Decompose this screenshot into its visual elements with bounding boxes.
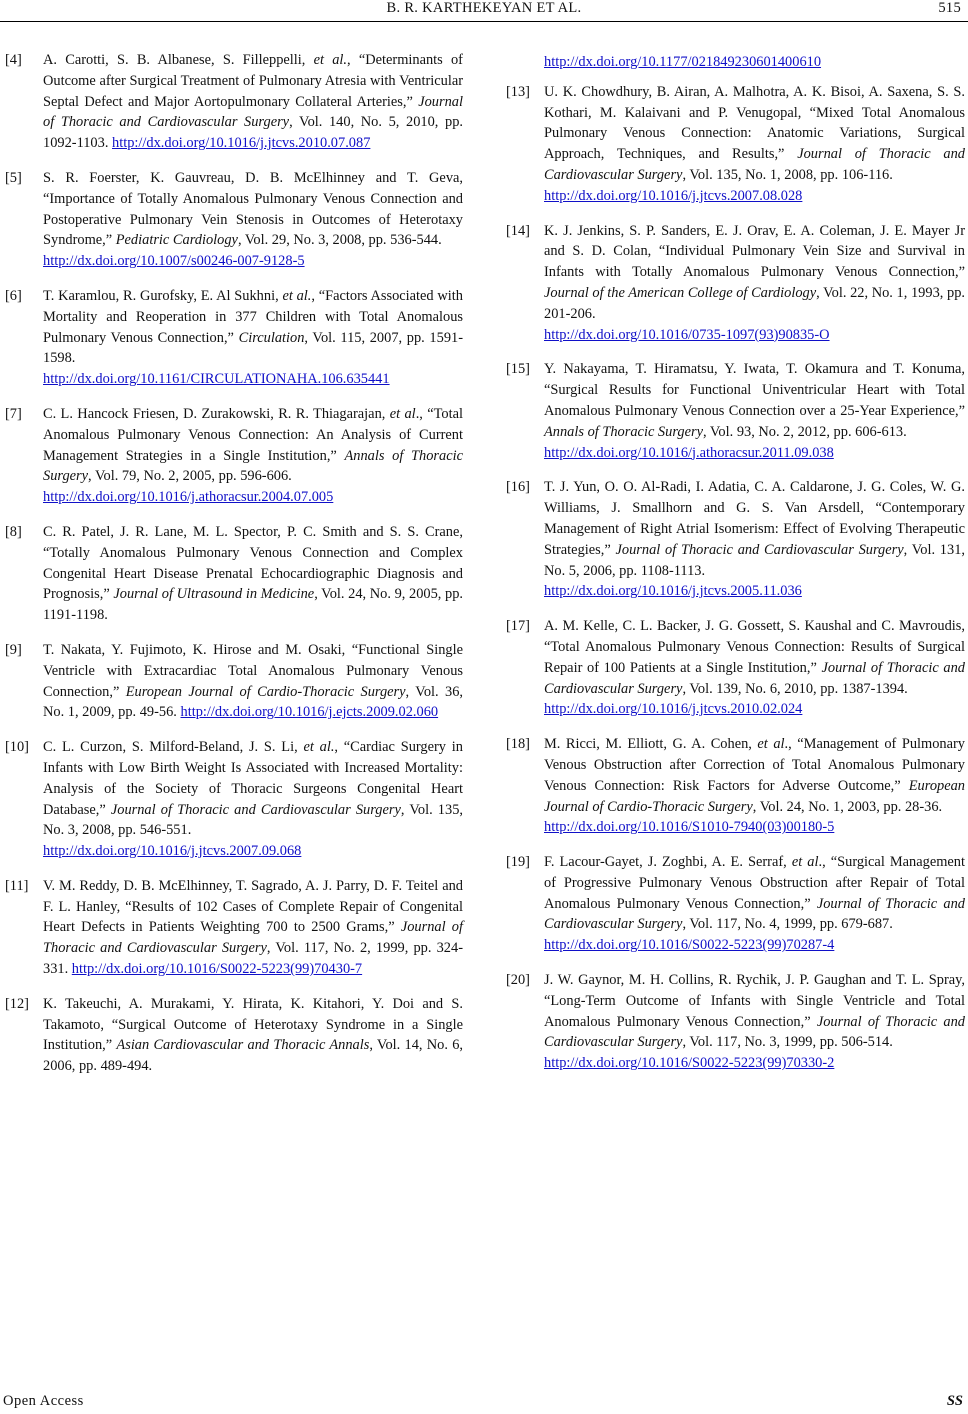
- reference-details: , Vol. 131, No. 5, 2006, pp. 1108-1113.: [544, 541, 965, 579]
- reference-body: [43, 288, 463, 366]
- reference-journal: Annals of Thoracic Surgery: [43, 447, 464, 485]
- page-header: [0, 0, 968, 22]
- reference-authors-title: S. R. Foerster, K. Gauvreau, D. B. McElhinney and T. Geva, “Importance of Totally Anomalous Pulmonary Venous Connection and Postoperative Pulmonary Vein Stenosis in Outcomes of Heterotaxy Syndrome,”: [43, 169, 463, 249]
- reference-authors-title: K. J. Jenkins, S. P. Sanders, E. J. Orav, E. A. Coleman, J. E. Mayer Jr and S. D. Colan, “Individual Pulmonary Vein Size and Survival in Infants with Totally Anomalous Pulmonary Venous Connection,”: [544, 222, 965, 281]
- reference-number: [16]: [506, 479, 530, 496]
- reference-number: [4]: [5, 52, 22, 68]
- reference-authors-title: Y. Nakayama, T. Hiramatsu, Y. Iwata, T. Okamura and T. Konuma, “Surgical Results for Functional Univentricular Heart with Total Anomalous Pulmonary Venous Connection over a 25-Year Experience,”: [544, 361, 965, 419]
- reference-authors-title: A. M. Kelle, C. L. Backer, J. G. Gossett, S. Kaushal and C. Mavroudis, “Total Anomalous Pulmonary Venous Connection: Results of Surgical Repair of 100 Patients at a Single Institution,”: [544, 618, 965, 676]
- reference-details: , Vol. 24, No. 9, 2005, pp. 1191-1198.: [43, 586, 464, 624]
- reference-details: , Vol. 24, No. 1, 2003, pp. 28-36.: [752, 798, 943, 815]
- reference-item: [506, 852, 965, 956]
- reference-number: [7]: [5, 405, 22, 422]
- reference-authors-title: T. Karamlou, R. Gurofsky, E. Al Sukhni,: [43, 287, 283, 304]
- reference-link[interactable]: http://dx.doi.org/10.1016/j.jtcvs.2010.07.087: [112, 135, 371, 152]
- reference-item: [5, 737, 463, 862]
- reference-item: [5, 876, 463, 980]
- reference-link[interactable]: http://dx.doi.org/10.1016/j.jtcvs.2007.08.028: [544, 187, 803, 204]
- reference-title: ., “Total Anomalous Pulmonary Venous Connection: An Analysis of Current Management Strategies in a Single Institution,”: [43, 405, 463, 464]
- reference-body: [43, 406, 463, 484]
- reference-link[interactable]: http://dx.doi.org/10.1016/j.jtcvs.2007.09.068: [43, 843, 302, 860]
- reference-body: [544, 479, 965, 578]
- reference-item: [5, 994, 463, 1077]
- reference-body: [544, 223, 965, 322]
- reference-number: [12]: [5, 995, 29, 1012]
- reference-link[interactable]: http://dx.doi.org/10.1161/CIRCULATIONAHA.106.635441: [43, 371, 390, 388]
- reference-number: [17]: [506, 618, 530, 635]
- reference-authors-title: T. Nakata, Y. Fujimoto, K. Hirose and M. Osaki, “Functional Single Ventricle with Extracardiac Total Anomalous Pulmonary Venous Connection,”: [43, 641, 463, 700]
- reference-body: [544, 854, 965, 932]
- reference-title: ., “Surgical Management of Progressive Pulmonary Venous Obstruction after Repair of Total Anomalous Pulmonary Venous Connection,”: [544, 854, 965, 912]
- reference-item: [5, 404, 463, 508]
- reference-title: , “Factors Associated with Mortality and Reoperation in 377 Children with Total Anomalous Pulmonary Venous Connection,”: [43, 287, 463, 346]
- reference-title: ., “Management of Pulmonary Venous Obstruction after Correction of Total Anomalous Pulmonary Venous Connection: Risk Factors for Adverse Outcome,”: [544, 736, 965, 794]
- reference-details: , Vol. 14, No. 6, 2006, pp. 489-494.: [43, 1037, 464, 1075]
- reference-number: [15]: [506, 361, 530, 378]
- reference-body: [43, 524, 463, 623]
- reference-link[interactable]: http://dx.doi.org/10.1016/S0022-5223(99)70287-4: [544, 937, 835, 954]
- reference-authors-title: C. R. Patel, J. R. Lane, M. L. Spector, P. C. Smith and S. S. Crane, “Totally Anomalous Pulmonary Venous Connection and Complex Congenital Heart Disease Prenatal Echocardiographic Diagnosis and Prognosis,”: [43, 523, 463, 603]
- reference-authors-title: A. Carotti, S. B. Albanese, S. Filleppelli,: [43, 52, 314, 68]
- reference-journal: Journal of the American College of Cardiology: [544, 284, 817, 301]
- reference-authors-title: M. Ricci, M. Elliott, G. A. Cohen,: [544, 736, 758, 753]
- page-number: 515: [938, 0, 961, 16]
- reference-details: , Vol. 79, No. 2, 2005, pp. 596-606.: [88, 468, 292, 485]
- reference-details: , Vol. 93, No. 2, 2012, pp. 606-613.: [702, 423, 907, 440]
- reference-et-al: et al: [389, 405, 416, 422]
- reference-journal: Journal of Thoracic and Cardiovascular Surgery: [110, 801, 401, 818]
- reference-details: , Vol. 117, No. 2, 1999, pp. 324-331.: [43, 940, 463, 978]
- reference-body: [544, 972, 965, 1050]
- reference-journal: Annals of Thoracic Surgery: [544, 423, 703, 440]
- running-title: B. R. KARTHEKEYAN ET AL.: [386, 0, 582, 16]
- reference-details: , Vol. 139, No. 6, 2010, pp. 1387-1394.: [682, 680, 908, 697]
- reference-body: [544, 618, 965, 696]
- reference-body: [43, 996, 463, 1074]
- reference-journal: Journal of Ultrasound in Medicine: [113, 586, 315, 603]
- reference-body: [43, 170, 463, 248]
- reference-journal: European Journal of Cardio-Thoracic Surgery: [125, 683, 406, 700]
- reference-item: [5, 286, 463, 390]
- reference-link[interactable]: http://dx.doi.org/10.1016/j.jtcvs.2005.11.036: [544, 583, 802, 600]
- reference-body: [544, 736, 965, 814]
- reference-number: [11]: [5, 877, 29, 894]
- reference-number: [8]: [5, 523, 22, 540]
- reference-link[interactable]: http://dx.doi.org/10.1177/021849230601400610: [544, 54, 822, 70]
- reference-title: , “Cardiac Surgery in Infants with Low Birth Weight Is Associated with Increased Mortality: Analysis of the Society of Thoracic Surgeons Congenital Heart Database,”: [43, 739, 463, 818]
- reference-item: [5, 50, 463, 154]
- reference-12-continued-link: [506, 52, 965, 73]
- reference-details: , Vol. 115, 2007, pp. 1591-1598.: [43, 329, 463, 367]
- reference-et-al: et al: [791, 854, 819, 871]
- reference-details: , Vol. 22, No. 1, 1993, pp. 201-206.: [544, 284, 965, 322]
- reference-link[interactable]: http://dx.doi.org/10.1016/S0022-5223(99)70430-7: [71, 961, 363, 978]
- reference-authors-title: C. L. Hancock Friesen, D. Zurakowski, R. R. Thiagarajan,: [43, 405, 390, 422]
- reference-authors-title: C. L. Curzon, S. Milford-Beland, J. S. Li,: [43, 739, 304, 756]
- reference-body: [544, 84, 965, 183]
- reference-authors-title: J. W. Gaynor, M. H. Collins, R. Rychik, J. P. Gaughan and T. L. Spray, “Long-Term Outcome of Infants with Single Ventricle and Total Anomalous Pulmonary Venous Connection,”: [544, 972, 965, 1030]
- reference-item: [506, 616, 965, 720]
- reference-details: , Vol. 117, No. 3, 1999, pp. 506-514.: [682, 1034, 893, 1051]
- reference-item: [5, 640, 463, 723]
- reference-number: [10]: [5, 739, 29, 756]
- reference-link[interactable]: http://dx.doi.org/10.1016/0735-1097(93)90835-O: [544, 326, 830, 343]
- reference-item: [506, 477, 965, 602]
- footer-open-access: Open Access: [3, 1393, 84, 1409]
- reference-authors-title: F. Lacour-Gayet, J. Zoghbi, A. E. Serraf,: [544, 854, 792, 871]
- reference-authors-title: U. K. Chowdhury, B. Airan, A. Malhotra, A. K. Bisoi, A. Saxena, S. S. Kothari, M. Kalaivani and P. Venugopal, “Mixed Total Anomalous Pulmonary Venous Connection: Anatomic Variations, Surgical Approach, Techniques, and Results,”: [544, 83, 965, 163]
- reference-item: [506, 734, 965, 838]
- reference-item: [5, 168, 463, 272]
- reference-details: , Vol. 135, No. 3, 2008, pp. 546-551.: [43, 801, 463, 839]
- reference-journal: Journal of Thoracic and Cardiovascular Surgery: [43, 919, 464, 957]
- reference-item: [506, 82, 965, 207]
- reference-et-al: et al: [757, 736, 785, 753]
- reference-item: [506, 221, 965, 346]
- reference-body: [43, 739, 463, 838]
- reference-details: , Vol. 36, No. 1, 2009, pp. 49-56.: [43, 683, 463, 721]
- reference-journal: Journal of Thoracic and Cardiovascular Surgery: [544, 1013, 965, 1051]
- reference-item: [5, 522, 463, 626]
- reference-details: , Vol. 140, No. 5, 2010, pp. 1092-1103.: [43, 114, 464, 152]
- reference-body: [544, 361, 965, 439]
- reference-number: [18]: [506, 736, 530, 753]
- reference-et-al: et al.: [313, 52, 348, 68]
- reference-et-al: et al.: [282, 287, 312, 304]
- reference-number: [13]: [506, 83, 530, 100]
- references-left-column: [5, 50, 463, 1091]
- reference-item: [506, 359, 965, 463]
- reference-link[interactable]: http://dx.doi.org/10.1016/j.ejcts.2009.02.060: [180, 704, 439, 721]
- reference-journal: Pediatric Cardiology: [115, 232, 238, 249]
- reference-journal: European Journal of Cardio-Thoracic Surgery: [544, 777, 965, 815]
- header-rule: [0, 21, 968, 22]
- reference-number: [20]: [506, 972, 530, 989]
- reference-authors-title: V. M. Reddy, D. B. McElhinney, T. Sagrado, A. J. Parry, D. F. Teitel and F. L. Hanley, “Results of 102 Cases of Complete Repair of Congenital Heart Defects in Patients Weighting 700 to 2500 Grams,”: [43, 877, 463, 936]
- reference-details: , Vol. 135, No. 1, 2008, pp. 106-116.: [682, 166, 893, 183]
- reference-journal: Journal of Thoracic and Cardiovascular Surgery: [544, 659, 965, 697]
- reference-number: [19]: [506, 854, 530, 871]
- reference-et-al: et al.: [303, 739, 335, 756]
- reference-number: [6]: [5, 287, 22, 304]
- reference-journal: Journal of Thoracic and Cardiovascular Surgery: [615, 541, 904, 558]
- reference-journal: Journal of Thoracic and Cardiovascular Surgery: [544, 895, 965, 933]
- reference-details: , Vol. 29, No. 3, 2008, pp. 536-544.: [237, 232, 442, 249]
- reference-number: [14]: [506, 222, 530, 239]
- reference-link[interactable]: http://dx.doi.org/10.1016/j.athoracsur.2004.07.005: [43, 489, 334, 506]
- reference-item: [506, 970, 965, 1074]
- reference-link[interactable]: http://dx.doi.org/10.1016/j.jtcvs.2010.02.024: [544, 701, 803, 718]
- reference-link[interactable]: http://dx.doi.org/10.1016/S0022-5223(99)70330-2: [544, 1055, 835, 1072]
- reference-authors-title: K. Takeuchi, A. Murakami, Y. Hirata, K. Kitahori, Y. Doi and S. Takamoto, “Surgical Outcome of Heterotaxy Syndrome in a Single Institution,”: [43, 995, 463, 1054]
- reference-journal: Asian Cardiovascular and Thoracic Annals: [116, 1037, 370, 1054]
- reference-details: , Vol. 117, No. 4, 1999, pp. 679-687.: [682, 916, 893, 933]
- reference-link[interactable]: http://dx.doi.org/10.1016/S1010-7940(03)00180-5: [544, 819, 835, 836]
- references-right-column: [506, 52, 965, 1088]
- reference-journal: Circulation: [238, 329, 305, 346]
- reference-link[interactable]: http://dx.doi.org/10.1016/j.athoracsur.2011.09.038: [544, 444, 834, 461]
- reference-journal: Journal of Thoracic and Cardiovascular Surgery: [544, 146, 965, 183]
- reference-number: [5]: [5, 169, 22, 186]
- footer-journal-abbrev: SS: [946, 1393, 963, 1409]
- reference-authors-title: T. J. Yun, O. O. Al-Radi, I. Adatia, C. A. Caldarone, J. G. Coles, W. G. Williams, J. Smallhorn and G. S. Van Arsdell, “Contemporary Management of Right Atrial Isomerism: Effect of Evolving Therapeutic Strategies,”: [544, 479, 965, 558]
- reference-journal: Journal of Thoracic and Cardiovascular Surgery: [43, 93, 463, 131]
- reference-link[interactable]: http://dx.doi.org/10.1007/s00246-007-9128-5: [43, 253, 305, 270]
- reference-number: [9]: [5, 641, 22, 658]
- reference-title: , “Determinants of Outcome after Surgical Treatment of Pulmonary Atresia with Ventricular Septal Defect and Major Aortopulmonary Collateral Arteries,”: [43, 52, 463, 110]
